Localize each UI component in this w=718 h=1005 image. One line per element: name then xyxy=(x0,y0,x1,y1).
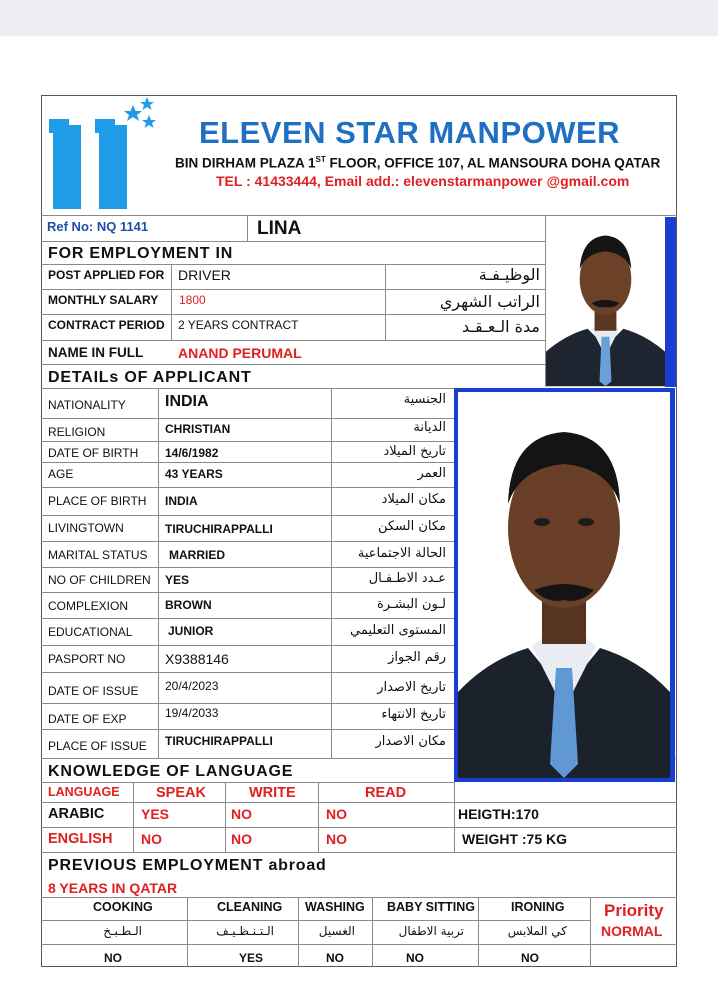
divider xyxy=(41,618,454,619)
years-abroad: 8 YEARS IN QATAR xyxy=(48,880,178,896)
marital-label: MARITAL STATUS xyxy=(48,548,148,562)
language-heading: KNOWLEDGE OF LANGUAGE xyxy=(48,763,294,780)
issue-date-value: 20/4/2023 xyxy=(165,679,219,693)
dob-value: 14/6/1982 xyxy=(165,446,219,460)
arabic-write: NO xyxy=(231,806,252,822)
arabic-read: NO xyxy=(326,806,347,822)
passport-label: PASPORT NO xyxy=(48,652,126,666)
skill-cooking: COOKING xyxy=(93,900,153,914)
contract-value: 2 YEARS CONTRACT xyxy=(178,318,299,332)
name-full-label: NAME IN FULL xyxy=(48,345,144,360)
divider xyxy=(41,592,454,593)
divider xyxy=(41,672,454,673)
divider xyxy=(41,264,545,265)
employment-heading: FOR EMPLOYMENT IN xyxy=(48,245,234,262)
skill-cooking-arabic: الـطـبـخ xyxy=(103,924,142,938)
divider xyxy=(41,487,454,488)
eleven-star-logo xyxy=(49,95,169,215)
weight-value: WEIGHT :75 KG xyxy=(462,831,568,847)
english-write: NO xyxy=(231,831,252,847)
salary-value: 1800 xyxy=(179,293,206,307)
divider xyxy=(41,340,545,341)
divider xyxy=(41,314,545,315)
post-label: POST APPLIED FOR xyxy=(48,268,165,282)
skill-baby-sitting-value: NO xyxy=(406,951,424,965)
issue-date-label: DATE OF ISSUE xyxy=(48,684,139,698)
skill-cleaning-arabic: الـتـنـظـيـف xyxy=(216,924,274,938)
english-speak: NO xyxy=(141,831,162,847)
divider xyxy=(41,802,677,803)
skill-cleaning: CLEANING xyxy=(217,900,283,914)
age-value: 43 YEARS xyxy=(165,467,223,481)
skill-washing: WASHING xyxy=(305,900,365,914)
post-value: DRIVER xyxy=(178,267,231,283)
details-heading: DETAILs OF APPLICANT xyxy=(48,369,252,386)
education-value: JUNIOR xyxy=(168,624,214,638)
divider xyxy=(41,920,590,921)
divider xyxy=(41,418,454,419)
complexion-label: COMPLEXION xyxy=(48,599,129,613)
salary-label: MONTHLY SALARY xyxy=(48,293,159,307)
exp-date-arabic: تاريخ الانتهاء xyxy=(381,707,446,722)
skill-washing-value: NO xyxy=(326,951,344,965)
divider xyxy=(41,645,454,646)
applicant-photo-small xyxy=(546,217,665,387)
divider xyxy=(41,703,454,704)
divider xyxy=(41,388,454,389)
divider xyxy=(372,897,373,967)
divider xyxy=(171,264,172,340)
children-value: YES xyxy=(165,573,190,587)
livingtown-arabic: مكان السكن xyxy=(377,519,446,534)
arabic-language: ARABIC xyxy=(48,806,105,822)
post-arabic: الوظيـفـة xyxy=(478,265,540,284)
divider xyxy=(41,897,677,898)
passport-arabic: رقم الجواز xyxy=(388,650,446,665)
pob-arabic: مكان الميلاد xyxy=(381,492,446,507)
arabic-speak: YES xyxy=(141,806,170,822)
nationality-value: INDIA xyxy=(165,393,209,410)
photo-frame xyxy=(665,217,676,387)
divider xyxy=(41,827,677,828)
passport-value: X9388146 xyxy=(165,651,229,667)
issue-date-arabic: تاريخ الاصدار xyxy=(377,680,446,695)
divider xyxy=(298,897,299,967)
english-read: NO xyxy=(326,831,347,847)
divider xyxy=(41,944,677,945)
previous-heading: PREVIOUS EMPLOYMENT abroad xyxy=(48,857,327,874)
divider xyxy=(247,215,248,241)
contract-label: CONTRACT PERIOD xyxy=(48,318,165,332)
skill-baby-sitting-arabic: تربية الاطفال xyxy=(398,924,464,938)
livingtown-value: TIRUCHIRAPPALLI xyxy=(165,522,273,536)
divider xyxy=(41,441,454,442)
divider xyxy=(41,215,677,216)
complexion-arabic: لـون البشـرة xyxy=(376,597,446,612)
english-language: ENGLISH xyxy=(48,831,113,847)
exp-date-label: DATE OF EXP xyxy=(48,712,127,726)
divider xyxy=(41,241,545,242)
skill-cleaning-value: YES xyxy=(239,951,264,965)
age-arabic: العمر xyxy=(417,466,446,481)
salary-arabic: الراتب الشهري xyxy=(439,292,540,311)
skill-ironing-arabic: كي الملابس xyxy=(507,924,567,938)
language-col-header: LANGUAGE xyxy=(48,785,120,799)
religion-label: RELIGION xyxy=(48,425,106,439)
religion-arabic: الديانة xyxy=(413,420,446,435)
issue-place-arabic: مكان الاصدار xyxy=(375,734,446,749)
top-bar xyxy=(0,0,718,36)
pob-value: INDIA xyxy=(165,494,198,508)
children-label: NO OF CHILDREN xyxy=(48,573,151,587)
children-arabic: عـدد الاطـفـال xyxy=(368,571,446,586)
company-contact: TEL : 41433444, Email add.: elevenstarmanpower @gmail.com xyxy=(216,173,630,189)
dob-label: DATE OF BIRTH xyxy=(48,446,139,460)
divider xyxy=(41,852,677,853)
divider xyxy=(41,729,454,730)
divider xyxy=(133,782,134,852)
divider xyxy=(41,364,545,365)
nationality-arabic: الجنسية xyxy=(403,392,446,407)
divider xyxy=(478,897,479,967)
divider xyxy=(225,782,226,852)
skill-cooking-value: NO xyxy=(104,951,122,965)
read-col-header: READ xyxy=(365,785,407,801)
nationality-label: NATIONALITY xyxy=(48,398,126,412)
divider xyxy=(41,515,454,516)
divider xyxy=(385,264,386,340)
divider xyxy=(590,897,591,967)
skill-ironing-value: NO xyxy=(521,951,539,965)
name-full-value: ANAND PERUMAL xyxy=(178,345,302,361)
education-arabic: المستوى التعليمي xyxy=(350,623,446,638)
divider xyxy=(41,567,454,568)
divider xyxy=(41,782,454,783)
skill-ironing: IRONING xyxy=(511,900,565,914)
age-label: AGE xyxy=(48,467,74,481)
skill-washing-arabic: الغسيل xyxy=(318,924,355,938)
applicant-photo-large xyxy=(458,392,670,778)
pob-label: PLACE OF BIRTH xyxy=(48,494,147,508)
speak-col-header: SPEAK xyxy=(156,785,206,801)
divider xyxy=(41,289,545,290)
divider xyxy=(41,541,454,542)
write-col-header: WRITE xyxy=(249,785,296,801)
company-address: BIN DIRHAM PLAZA 1ST FLOOR, OFFICE 107, AL MANSOURA DOHA QATAR xyxy=(175,155,661,171)
education-label: EDUCATIONAL xyxy=(48,625,133,639)
religion-value: CHRISTIAN xyxy=(165,422,231,436)
priority-label: Priority xyxy=(604,901,664,920)
divider xyxy=(41,462,454,463)
ref-number: Ref No: NQ 1141 xyxy=(47,219,149,234)
marital-arabic: الحالة الاجتماعية xyxy=(357,546,446,561)
contract-arabic: مدة الـعـقـد xyxy=(461,317,540,336)
marital-value: MARRIED xyxy=(169,548,225,562)
priority-value: NORMAL xyxy=(601,923,663,939)
livingtown-label: LIVINGTOWN xyxy=(48,521,124,535)
divider xyxy=(454,782,455,852)
complexion-value: BROWN xyxy=(165,598,212,612)
agent-name: LINA xyxy=(257,218,302,239)
issue-place-value: TIRUCHIRAPPALLI xyxy=(165,734,273,748)
divider xyxy=(187,897,188,967)
company-name: ELEVEN STAR MANPOWER xyxy=(199,115,621,150)
dob-arabic: تاريخ الميلاد xyxy=(383,444,446,459)
skill-baby-sitting: BABY SITTING xyxy=(387,900,475,914)
height-value: HEIGTH:170 xyxy=(458,806,539,822)
exp-date-value: 19/4/2033 xyxy=(165,706,219,720)
issue-place-label: PLACE OF ISSUE xyxy=(48,739,147,753)
divider xyxy=(318,782,319,852)
